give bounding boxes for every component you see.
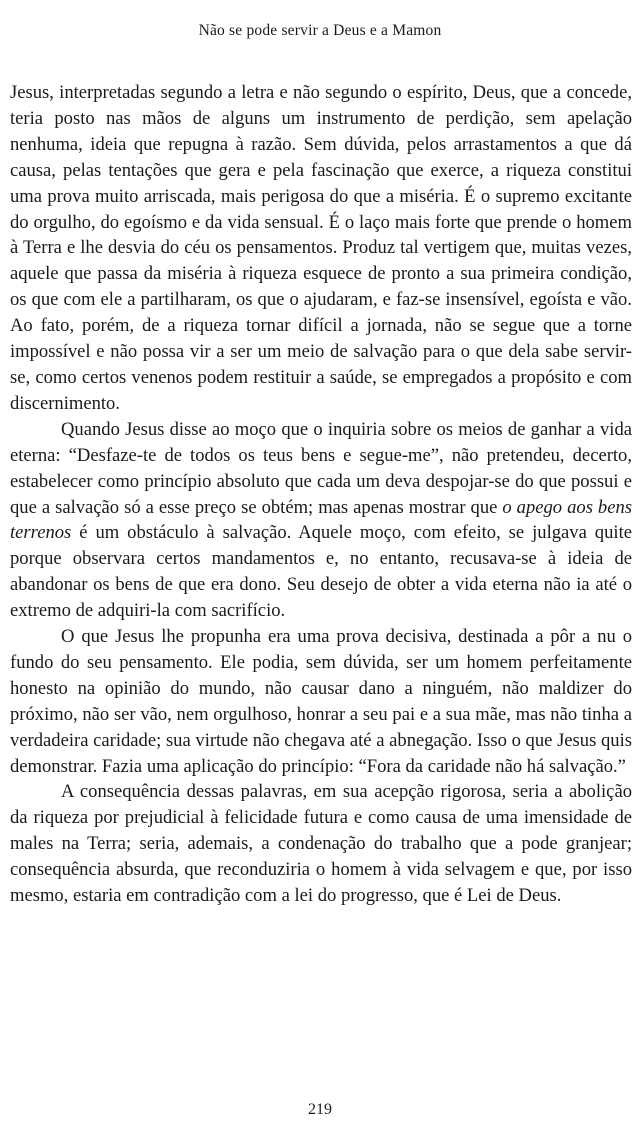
paragraph-2 — [10, 417, 632, 624]
running-head: Não se pode servir a Deus e a Mamon — [198, 22, 442, 39]
page-number: 219 — [308, 1101, 332, 1118]
paragraph-3 — [10, 624, 632, 779]
paragraph-2-emphasis: o apego aos bens terrenos — [10, 496, 632, 544]
paragraph-3-text: O que Jesus lhe propunha era uma prova decisiva, destinada a pôr a nu o fundo do seu pensamento. Ele podia, sem dúvida, ser um homem perfeitamente honesto na opinião do mundo, não causar dano a ninguém, não maldizer do próximo, não ser vão, nem orgulhoso, honrar a seu pai e a sua mãe, mas não tinha a verdadeira caridade; sua virtude não chegava até a abnegação. Isso o que Jesus quis demonstrar. Fazia uma aplicação do princípio: “Fora da caridade não há salvação.” — [10, 626, 632, 777]
body-text — [10, 80, 632, 909]
paragraph-2-text-before: Quando Jesus disse ao moço que o inquiria sobre os meios de ganhar a vida eterna: “Desfaze-te de todos os teus bens e segue-me”, não pretendeu, decerto, estabelecer como princípio absoluto que cada um deva despojar-se do que possui e que a salvação só a esse preço se obtém; mas apenas mostrar que — [10, 418, 632, 518]
paragraph-1-text: Jesus, interpretadas segundo a letra e não segundo o espírito, Deus, que a concede, teria posto nas mãos de alguns um instrumento de perdição, sem apelação nenhuma, ideia que repugna à razão. Sem dúvida, pelos arrastamentos a que dá causa, pelas tentações que gera e pela fascinação que exerce, a riqueza constitui uma prova muito arriscada, mais perigosa do que a miséria. É o supremo excitante do orgulho, do egoísmo e da vida sensual. É o laço mais forte que prende o homem à Terra e lhe desvia do céu os pensamentos. Produz tal vertigem que, muitas vezes, aquele que passa da miséria à riqueza esquece de pronto a sua primeira condição, os que com ele a partilharam, os que o ajudaram, e faz-se insensível, egoísta e vão. Ao fato, porém, de a riqueza tornar difícil a jornada, não se segue que a torne impossível e não possa vir a ser um meio de salvação para o que dela sabe servir-se, como certos venenos podem restituir a saúde, se empregados a propósito e com discernimento. — [10, 82, 632, 414]
paragraph-4 — [10, 779, 632, 909]
paragraph-2-text-after: é um obstáculo à salvação. Aquele moço, com efeito, se julgava quite porque observara certos mandamentos e, no entanto, recusava-se à ideia de abandonar os bens de que era dono. Seu desejo de obter a vida eterna não ia até o extremo de adquiri-la com sacrifício. — [10, 522, 632, 622]
paragraph-1 — [10, 80, 632, 417]
paragraph-4-text: A consequência dessas palavras, em sua acepção rigorosa, seria a abolição da riqueza por prejudicial à felicidade futura e como causa de uma imensidade de males na Terra; seria, ademais, a condenação do trabalho que a pode granjear; consequência absurda, que reconduziria o homem à vida selvagem e que, por isso mesmo, estaria em contradição com a lei do progresso, que é Lei de Deus. — [10, 781, 632, 907]
